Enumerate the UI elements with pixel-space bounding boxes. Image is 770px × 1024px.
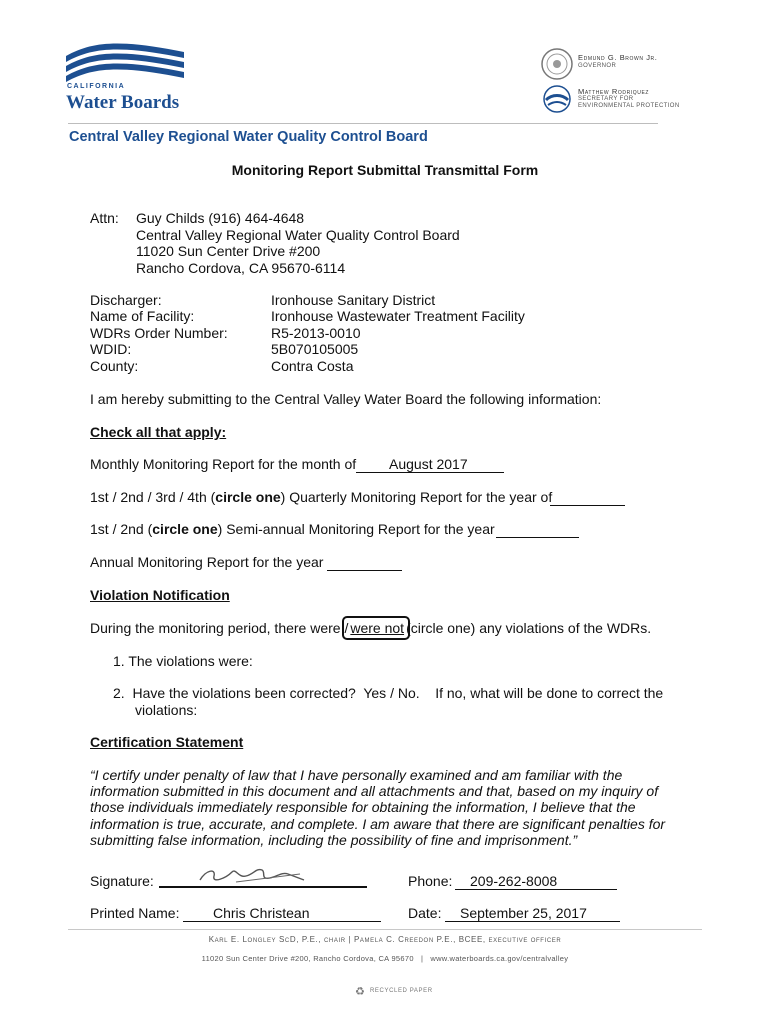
facility-value: R5-2013-0010 — [271, 325, 361, 341]
printed-name-label: Printed Name: — [90, 905, 180, 921]
monthly-value: August 2017 — [389, 456, 468, 472]
attn-line: Rancho Cordova, CA 95670-6114 — [136, 260, 346, 276]
phone-label: Phone: — [408, 873, 453, 889]
attn-line: 11020 Sun Center Drive #200 — [136, 243, 321, 259]
facility-label: WDID: — [90, 341, 132, 357]
facility-value: Contra Costa — [271, 358, 354, 374]
violation-circled-choice: were not — [350, 620, 405, 636]
annual-label: Annual Monitoring Report for the year — [90, 554, 324, 570]
semiannual-year-field[interactable] — [496, 520, 579, 538]
certification-line: submitting false information, including the possibility of fine and imprisonment.” — [90, 832, 578, 848]
handwritten-signature-icon — [196, 862, 308, 888]
date-value: September 25, 2017 — [460, 905, 587, 921]
state-seal-icon — [540, 47, 574, 81]
violation-text: During the monitoring period, there were / were not (circle one) any violations of the WDRs. — [90, 620, 652, 636]
date-field[interactable] — [445, 904, 620, 922]
attn-line: Guy Childs (916) 464-4648 — [136, 210, 305, 226]
date-label: Date: — [408, 905, 442, 921]
recycled-paper-label: RECYCLED PAPER — [370, 988, 433, 994]
violation-circle-mark — [342, 616, 410, 640]
facility-label: Name of Facility: — [90, 308, 195, 324]
secretary-name: Matthew Rodriquez — [578, 87, 650, 96]
violation-item-2-cont: violations: — [135, 702, 198, 718]
governor-name: Edmund G. Brown Jr. — [578, 53, 658, 62]
water-boards-logo-waves — [64, 42, 186, 82]
footer-officers: Karl E. Longley ScD, P.E., chair | Pamela C. Creedon P.E., BCEE, executive officer — [208, 935, 562, 944]
facility-label: WDRs Order Number: — [90, 325, 228, 341]
phone-value: 209-262-8008 — [470, 873, 558, 889]
quarterly-year-field[interactable] — [550, 488, 625, 506]
intro-text: I am hereby submitting to the Central Valley Water Board the following information: — [90, 391, 602, 407]
footer-divider — [68, 929, 702, 930]
certification-line: information is true, accurate, and complete. I am aware that there are significant penalties for — [90, 816, 666, 832]
certification-line: information submitted in this document and all attachments and that, based on my inquiry of — [90, 783, 659, 799]
phone-field[interactable] — [455, 872, 617, 890]
certification-line: those individuals immediately responsible for obtaining the information, I believe that the — [90, 799, 636, 815]
printed-name-value: Chris Christean — [213, 905, 310, 921]
violation-item-1: 1. The violations were: — [113, 653, 253, 669]
calepa-logo-icon — [540, 84, 574, 114]
violation-item-2: 2. Have the violations been corrected? Yes / No. If no, what will be done to correct the — [113, 685, 664, 701]
recycle-icon: ♻ — [355, 986, 365, 998]
secretary-title-1: SECRETARY FOR — [578, 96, 634, 102]
facility-label: County: — [90, 358, 139, 374]
quarterly-text: 1st / 2nd / 3rd / 4th (circle one) Quarterly Monitoring Report for the year of — [90, 489, 553, 505]
check-heading: Check all that apply: — [90, 424, 227, 440]
certification-heading: Certification Statement — [90, 734, 244, 750]
semiannual-text: 1st / 2nd (circle one) Semi-annual Monitoring Report for the year — [90, 521, 495, 537]
monthly-field[interactable] — [356, 455, 504, 473]
attn-label: Attn: — [90, 210, 119, 226]
form-title: Monitoring Report Submittal Transmittal Form — [231, 162, 539, 178]
facility-value: Ironhouse Sanitary District — [271, 292, 436, 308]
printed-name-field[interactable] — [183, 904, 381, 922]
board-title: Central Valley Regional Water Quality Control Board — [69, 129, 428, 145]
facility-label: Discharger: — [90, 292, 162, 308]
footer-address: 11020 Sun Center Drive #200, Rancho Cordova, CA 95670 | www.waterboards.ca.gov/centralvalley — [201, 954, 569, 963]
facility-value: Ironhouse Wastewater Treatment Facility — [271, 308, 525, 324]
facility-value: 5B070105005 — [271, 341, 359, 357]
certification-line: “I certify under penalty of law that I have personally examined and am familiar with the — [90, 767, 623, 783]
governor-title: GOVERNOR — [578, 63, 617, 69]
header-divider — [68, 123, 658, 124]
secretary-title-2: ENVIRONMENTAL PROTECTION — [578, 103, 680, 109]
attn-line: Central Valley Regional Water Quality Control Board — [136, 227, 460, 243]
annual-year-field[interactable] — [327, 553, 402, 571]
logo-name: Water Boards — [66, 92, 180, 113]
signature-label: Signature: — [90, 873, 154, 889]
logo-state: CALIFORNIA — [67, 83, 126, 90]
monthly-label: Monthly Monitoring Report for the month of — [90, 456, 357, 472]
violation-heading: Violation Notification — [90, 587, 230, 603]
